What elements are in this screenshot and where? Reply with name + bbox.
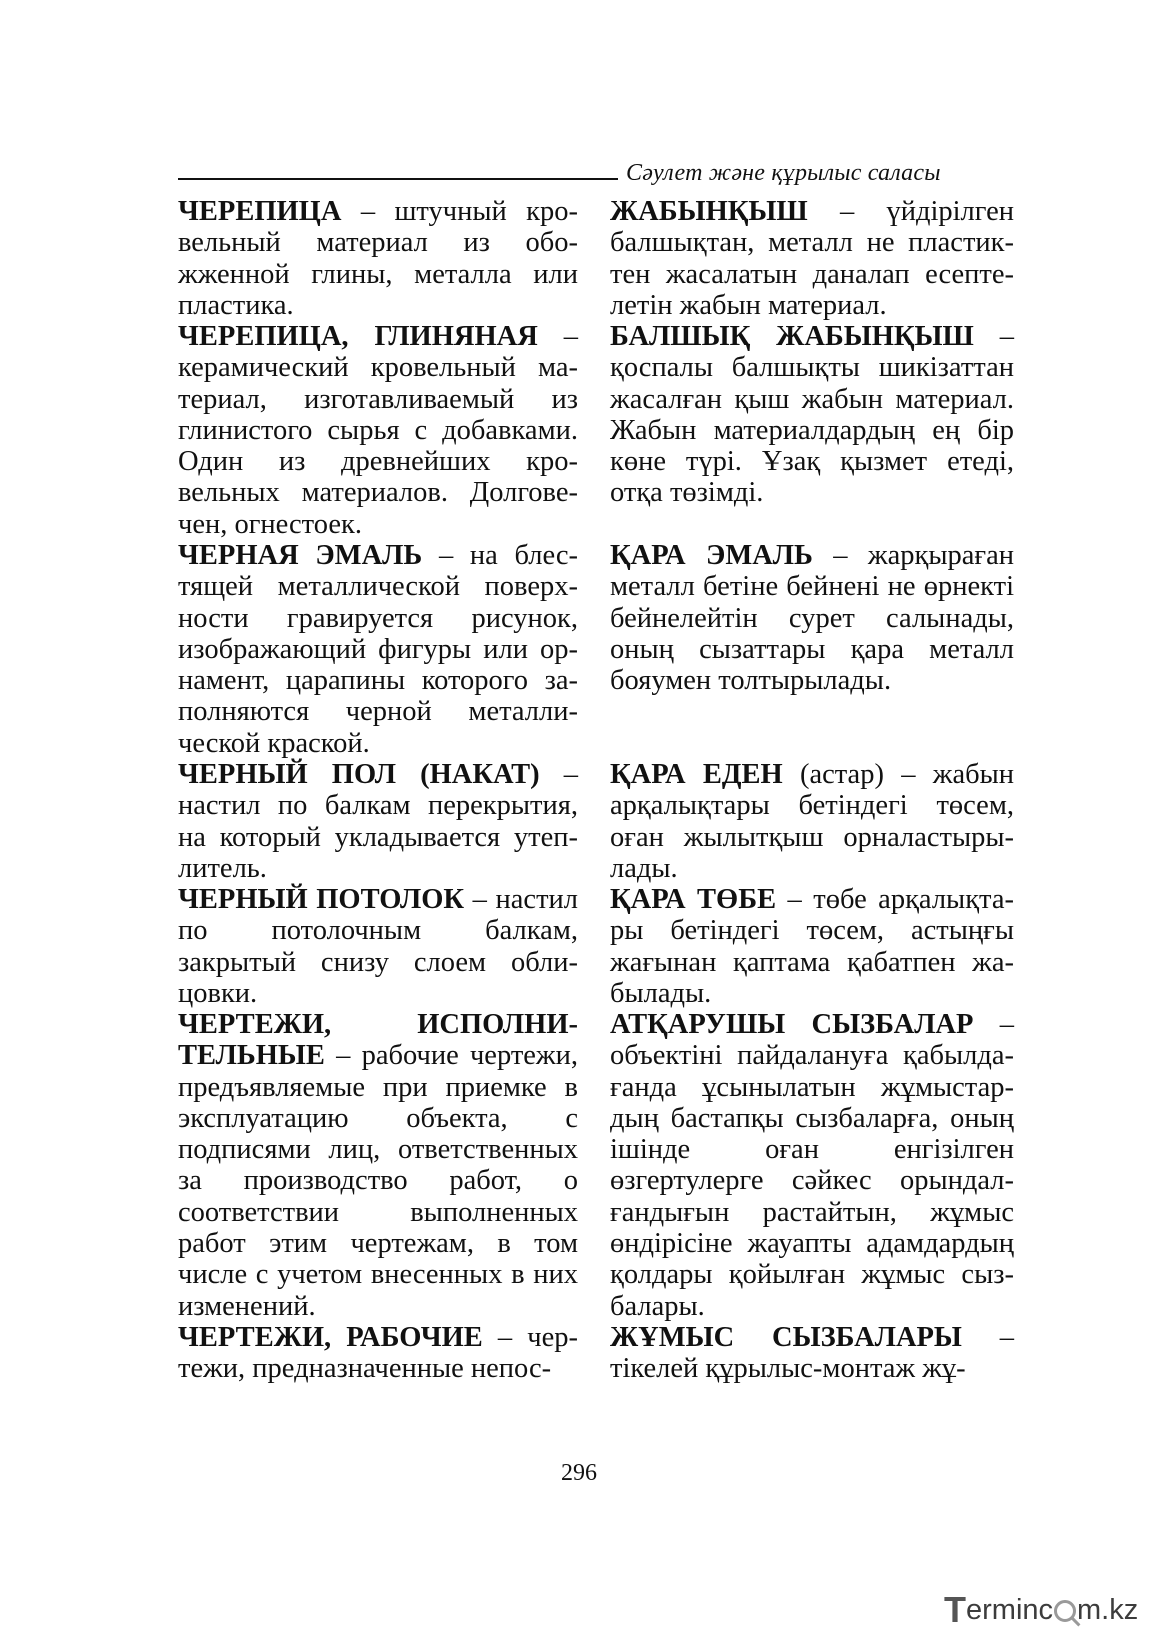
header-rule bbox=[178, 178, 618, 180]
dictionary-entry bbox=[178, 540, 578, 759]
dictionary-entry bbox=[178, 1009, 578, 1322]
logo-text-middle: erminc bbox=[966, 1594, 1054, 1626]
dictionary-entry bbox=[610, 1009, 1014, 1322]
entry-definition: (астар) – жабын арқалықтары бетіндегі төсем, оған жылытқыш орналастырылады. bbox=[610, 759, 1014, 884]
entry-definition: – рабочие чертежи, предъявляемые при приемке в эксплуатацию объекта, с подписями лиц, ответственных за производство работ, о соответствии выполненных работ этим чертежам, в том числе с учетом внесенных в них изменений. bbox=[178, 1040, 578, 1322]
dictionary-entry bbox=[178, 321, 578, 540]
entry-term: ҚАРА ТӨБЕ bbox=[610, 884, 777, 915]
entry-definition: – чертежи, предназначенные непос- bbox=[178, 1322, 579, 1385]
entry-term: ҚАРА ЕДЕН bbox=[610, 759, 783, 790]
entry-definition: – настил по потолочным балкам, закрытый снизу слоем облицовки. bbox=[178, 884, 579, 1009]
entry-definition: – үйдірілген балшықтан, металл не пластиктен жасалатын даналап есептелетін жабын материал. bbox=[610, 196, 1014, 321]
entry-term: ЖАБЫНҚЫШ bbox=[610, 196, 808, 227]
dictionary-entry bbox=[610, 196, 1014, 321]
dictionary-entry bbox=[610, 1322, 1014, 1385]
dictionary-entry bbox=[610, 540, 1014, 696]
dictionary-entry bbox=[610, 321, 1014, 509]
dictionary-entry bbox=[178, 1322, 578, 1385]
entry-term: ЧЕРТЕЖИ, ИСПОЛНИТЕЛЬНЫЕ bbox=[178, 1009, 578, 1072]
entry-term: ЧЕРНАЯ ЭМАЛЬ bbox=[178, 540, 423, 571]
entry-definition: – төбе арқалықтары бетіндегі төсем, астыңғы жағынан қаптама қабатпен жабылады. bbox=[610, 884, 1014, 1009]
section-title: Сәулет және құрылыс саласы bbox=[626, 160, 941, 186]
running-header bbox=[178, 158, 1008, 192]
entry-definition: – керамический кровельный материал, изготавливаемый из глинистого сырья с добавками. Один из древнейших кровельных материалов. Долговечен, огнестоек. bbox=[178, 321, 578, 540]
dictionary-entry bbox=[610, 759, 1014, 884]
dictionary-entry bbox=[178, 759, 578, 884]
dictionary-entry bbox=[610, 884, 1014, 1009]
entry-term: ЖҰМЫС СЫЗБАЛАРЫ bbox=[610, 1322, 962, 1353]
watermark-logo bbox=[944, 1586, 1144, 1630]
entry-term: АТҚАРУШЫ СЫЗБАЛАР bbox=[610, 1009, 974, 1040]
logo-letter-t: T bbox=[944, 1589, 966, 1630]
entry-definition: – объектіні пайдалануға қабылдағанда ұсынылатын жұмыстардың бастапқы сызбаларға, оның ішінде оған енгізілген өзгертулерге сәйкес орындалғандығын растайтын, жұмыс өндірісіне жауапты адамдардың қолдары қойылған жұмыс сызбалары. bbox=[610, 1009, 1014, 1322]
page-number: 296 bbox=[561, 1460, 597, 1486]
entry-term: ҚАРА ЭМАЛЬ bbox=[610, 540, 813, 571]
entry-term: ЧЕРЕПИЦА, ГЛИНЯНАЯ bbox=[178, 321, 538, 352]
entry-term: ЧЕРТЕЖИ, РАБОЧИЕ bbox=[178, 1322, 483, 1353]
entry-term: ЧЕРНЫЙ ПОЛ (НАКАТ) bbox=[178, 759, 540, 790]
entry-term: ЧЕРЕПИЦА bbox=[178, 196, 342, 227]
entry-definition: – настил по балкам перекрытия, на который укладывается утеплитель. bbox=[178, 759, 578, 884]
magnifier-icon bbox=[1054, 1600, 1076, 1622]
entry-term: ЧЕРНЫЙ ПОТОЛОК bbox=[178, 884, 465, 915]
logo-text-suffix: m.kz bbox=[1077, 1594, 1139, 1626]
dictionary-entry bbox=[178, 196, 578, 321]
entry-term: БАЛШЫҚ ЖАБЫНҚЫШ bbox=[610, 321, 974, 352]
entry-definition: – қоспалы балшықты шикізаттан жасалған қыш жабын материал. Жабын материалдардың ең бір көне түрі. Ұзақ қызмет етеді, отқа төзімді. bbox=[610, 321, 1014, 509]
entry-definition: – штучный кровельный материал из обожженной глины, металла или пластика. bbox=[178, 196, 578, 321]
entry-definition: – на блестящей металлической поверхности гравируется рисунок, изображающий фигуры или орнамент, царапины которого заполняются черной металлической краской. bbox=[178, 540, 578, 759]
dictionary-entry bbox=[178, 884, 578, 1009]
entry-definition: – тікелей құрылыс-монтаж жұ- bbox=[610, 1322, 1014, 1385]
entry-definition: – жарқыраған металл бетіне бейнені не өрнекті бейнелейтін сурет салынады, оның сызаттары қара металл бояумен толтырылады. bbox=[610, 540, 1015, 697]
